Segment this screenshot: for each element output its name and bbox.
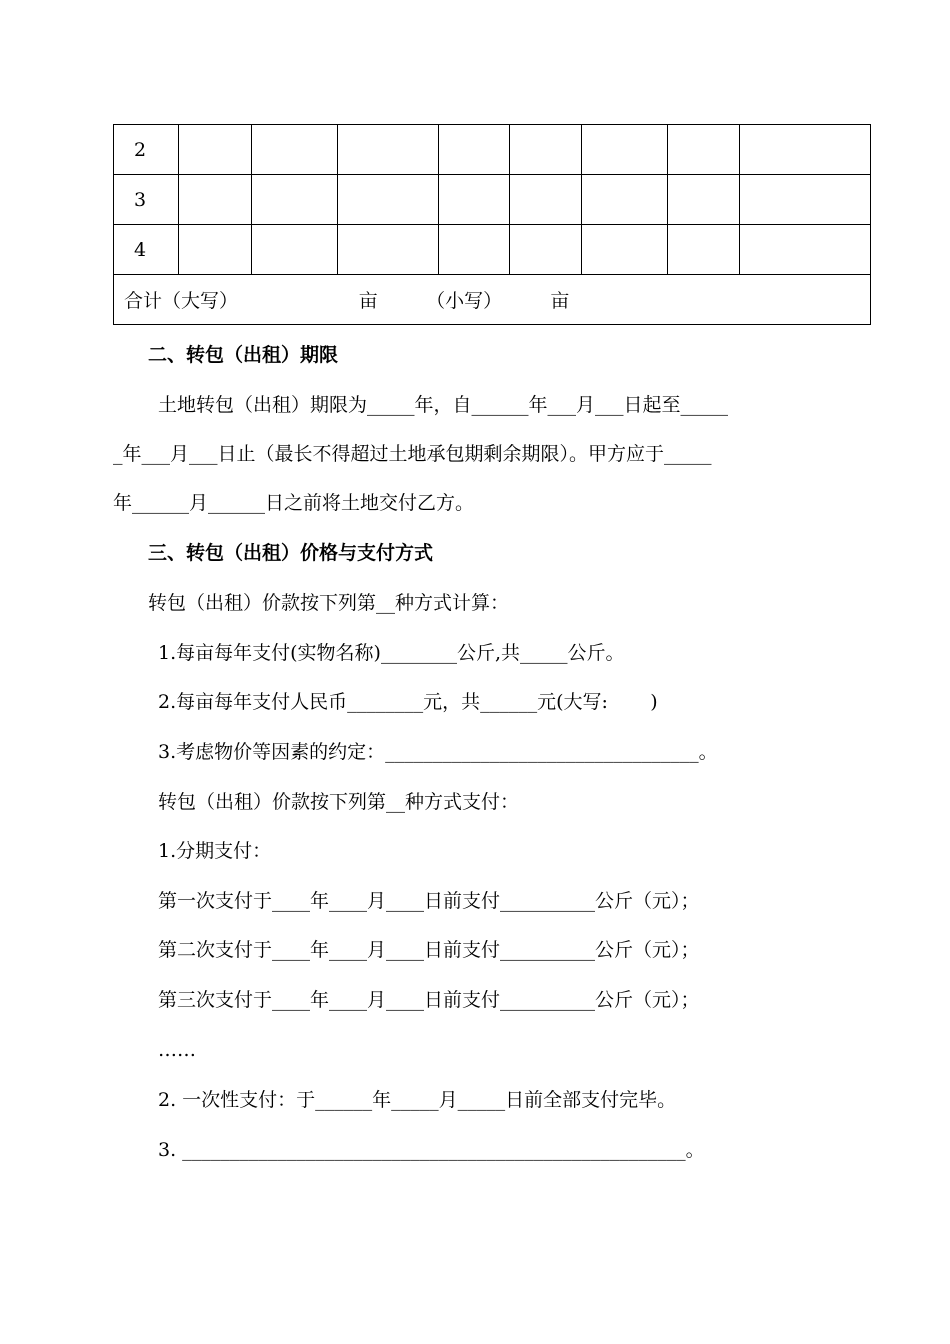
payment-method-intro: 转包（出租）价款按下列第__种方式支付： xyxy=(158,791,520,813)
payment-installment-first: 第一次支付于____年____月____日前支付__________公斤（元）； xyxy=(158,890,700,912)
payment-other: 3. _____________________________________________________。 xyxy=(158,1139,705,1161)
row-index: 3 xyxy=(114,175,179,225)
row-index: 2 xyxy=(114,125,179,175)
total-row-text: 合计（大写） 亩 （小写） 亩 xyxy=(114,275,871,325)
section2-heading: 二、转包（出租）期限 xyxy=(148,344,339,366)
payment-installment-second: 第二次支付于____年____月____日前支付__________公斤（元）； xyxy=(158,939,700,961)
table-row xyxy=(114,175,871,225)
calc-method-3: 3.考虑物价等因素的约定：_________________________________。 xyxy=(158,741,718,763)
table-row xyxy=(114,125,871,175)
payment-lump-sum: 2. 一次性支付：于______年_____月_____日前全部支付完毕。 xyxy=(158,1089,677,1111)
row-index: 4 xyxy=(114,225,179,275)
calc-method-2: 2.每亩每年支付人民币________元，共______元(大写: ) xyxy=(158,691,658,713)
payment-installment: 1.分期支付： xyxy=(158,840,272,862)
calc-method-1: 1.每亩每年支付(实物名称)________公斤,共_____公斤。 xyxy=(158,642,625,664)
section2-paragraph-line1: 土地转包（出租）期限为_____年，自______年___月___日起至_____ xyxy=(158,394,729,416)
ellipsis: …… xyxy=(158,1039,196,1061)
payment-installment-third: 第三次支付于____年____月____日前支付__________公斤（元）； xyxy=(158,989,700,1011)
table-row xyxy=(114,225,871,275)
land-plot-table xyxy=(113,124,871,325)
section2-paragraph-line3: 年______月______日之前将土地交付乙方。 xyxy=(113,492,475,514)
table-total-row xyxy=(114,275,871,325)
section3-heading: 三、转包（出租）价格与支付方式 xyxy=(148,542,434,564)
calc-method-intro: 转包（出租）价款按下列第__种方式计算： xyxy=(148,592,510,614)
section2-paragraph-line2: _年___月___日止（最长不得超过土地承包期剩余期限）。甲方应于_____ xyxy=(113,443,712,465)
